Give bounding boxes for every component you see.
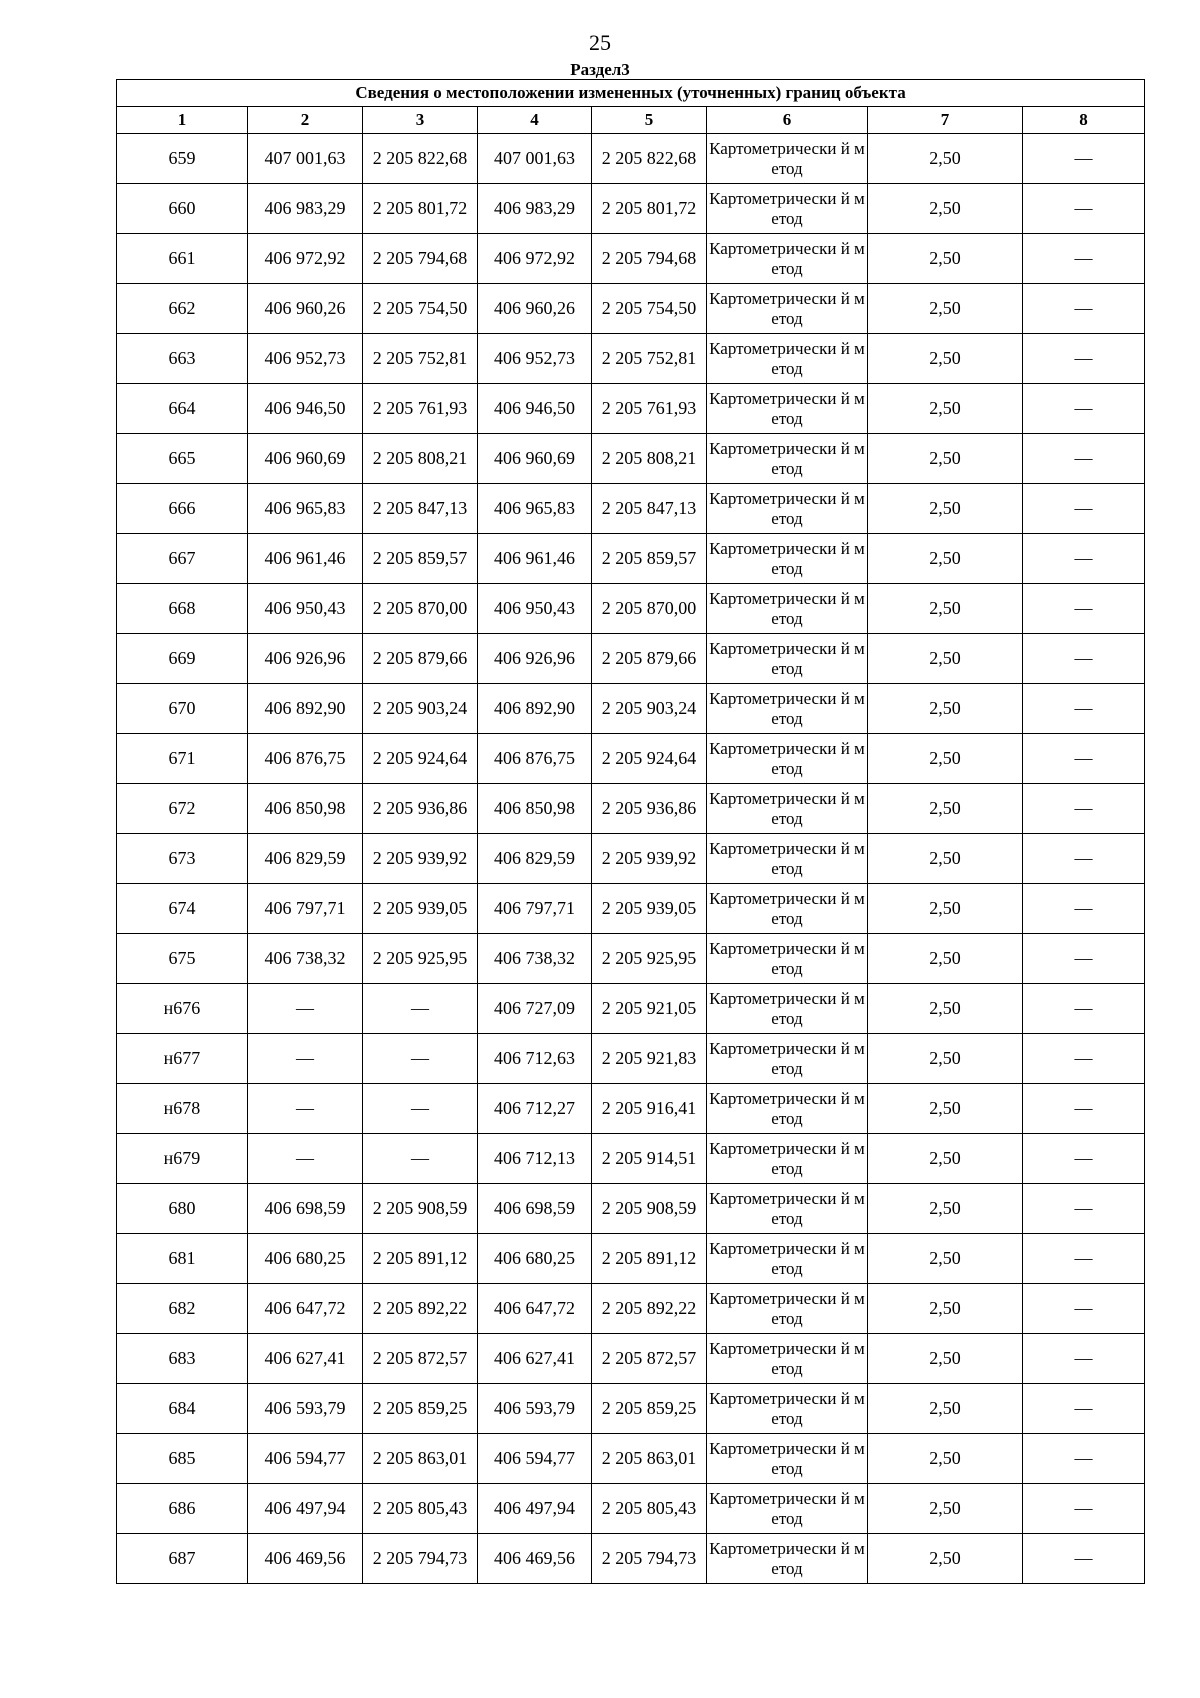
table-row (117, 584, 1145, 634)
new-y-cell: 2 205 921,83 (592, 1034, 707, 1084)
point-number-cell: 667 (117, 534, 248, 584)
accuracy-cell: 2,50 (868, 434, 1023, 484)
old-x-cell: — (248, 1084, 363, 1134)
new-x-cell: 406 972,92 (478, 234, 592, 284)
table-row (117, 734, 1145, 784)
description-cell: — (1023, 1034, 1145, 1084)
new-y-cell: 2 205 822,68 (592, 134, 707, 184)
point-number-cell: 681 (117, 1234, 248, 1284)
accuracy-cell: 2,50 (868, 1034, 1023, 1084)
column-header: 3 (363, 107, 478, 134)
old-y-cell: 2 205 891,12 (363, 1234, 478, 1284)
table-body (117, 134, 1145, 1584)
accuracy-cell: 2,50 (868, 584, 1023, 634)
new-y-cell: 2 205 939,05 (592, 884, 707, 934)
description-cell: — (1023, 434, 1145, 484)
new-x-cell: 406 680,25 (478, 1234, 592, 1284)
new-y-cell: 2 205 908,59 (592, 1184, 707, 1234)
old-x-cell: 406 850,98 (248, 784, 363, 834)
new-y-cell: 2 205 936,86 (592, 784, 707, 834)
description-cell: — (1023, 484, 1145, 534)
new-x-cell: 406 469,56 (478, 1534, 592, 1584)
accuracy-cell: 2,50 (868, 1084, 1023, 1134)
point-number-cell: 663 (117, 334, 248, 384)
table-row (117, 534, 1145, 584)
table-row (117, 1284, 1145, 1334)
point-number-cell: 665 (117, 434, 248, 484)
point-number-cell: 660 (117, 184, 248, 234)
new-x-cell: 406 850,98 (478, 784, 592, 834)
method-cell: Картометрически й метод (707, 1134, 868, 1184)
point-number-cell: н679 (117, 1134, 248, 1184)
new-y-cell: 2 205 916,41 (592, 1084, 707, 1134)
column-header: 1 (117, 107, 248, 134)
old-x-cell: 406 738,32 (248, 934, 363, 984)
description-cell: — (1023, 184, 1145, 234)
column-header: 6 (707, 107, 868, 134)
column-header: 5 (592, 107, 707, 134)
table-row (117, 484, 1145, 534)
new-y-cell: 2 205 925,95 (592, 934, 707, 984)
old-x-cell: 406 983,29 (248, 184, 363, 234)
old-y-cell: 2 205 822,68 (363, 134, 478, 184)
accuracy-cell: 2,50 (868, 634, 1023, 684)
new-x-cell: 406 829,59 (478, 834, 592, 884)
old-y-cell: 2 205 847,13 (363, 484, 478, 534)
new-x-cell: 406 727,09 (478, 984, 592, 1034)
old-y-cell: 2 205 939,05 (363, 884, 478, 934)
new-x-cell: 406 950,43 (478, 584, 592, 634)
old-x-cell: 406 926,96 (248, 634, 363, 684)
new-x-cell: 406 627,41 (478, 1334, 592, 1384)
point-number-cell: 684 (117, 1384, 248, 1434)
method-cell: Картометрически й метод (707, 1384, 868, 1434)
method-cell: Картометрически й метод (707, 834, 868, 884)
method-cell: Картометрически й метод (707, 184, 868, 234)
point-number-cell: 670 (117, 684, 248, 734)
method-cell: Картометрически й метод (707, 284, 868, 334)
old-x-cell: — (248, 1134, 363, 1184)
column-header-row (117, 107, 1145, 134)
point-number-cell: 672 (117, 784, 248, 834)
description-cell: — (1023, 734, 1145, 784)
point-number-cell: 661 (117, 234, 248, 284)
old-x-cell: 406 876,75 (248, 734, 363, 784)
point-number-cell: 683 (117, 1334, 248, 1384)
old-x-cell: 406 952,73 (248, 334, 363, 384)
accuracy-cell: 2,50 (868, 534, 1023, 584)
old-x-cell: 406 497,94 (248, 1484, 363, 1534)
old-x-cell: 406 593,79 (248, 1384, 363, 1434)
method-cell: Картометрически й метод (707, 584, 868, 634)
method-cell: Картометрически й метод (707, 1534, 868, 1584)
new-y-cell: 2 205 794,73 (592, 1534, 707, 1584)
method-cell: Картометрически й метод (707, 134, 868, 184)
new-x-cell: 406 926,96 (478, 634, 592, 684)
table-row (117, 784, 1145, 834)
old-x-cell: 406 680,25 (248, 1234, 363, 1284)
method-cell: Картометрически й метод (707, 1334, 868, 1384)
new-x-cell: 406 712,27 (478, 1084, 592, 1134)
point-number-cell: н678 (117, 1084, 248, 1134)
old-y-cell: 2 205 870,00 (363, 584, 478, 634)
new-y-cell: 2 205 879,66 (592, 634, 707, 684)
old-y-cell: 2 205 863,01 (363, 1434, 478, 1484)
old-y-cell: 2 205 801,72 (363, 184, 478, 234)
new-y-cell: 2 205 805,43 (592, 1484, 707, 1534)
table-row (117, 334, 1145, 384)
old-y-cell: 2 205 859,25 (363, 1384, 478, 1434)
table-caption: Сведения о местоположении измененных (уточненных) границ объекта (117, 80, 1145, 107)
table-row (117, 684, 1145, 734)
point-number-cell: 669 (117, 634, 248, 684)
description-cell: — (1023, 234, 1145, 284)
table-row (117, 1234, 1145, 1284)
point-number-cell: 668 (117, 584, 248, 634)
description-cell: — (1023, 134, 1145, 184)
new-y-cell: 2 205 859,57 (592, 534, 707, 584)
old-x-cell: 406 469,56 (248, 1534, 363, 1584)
accuracy-cell: 2,50 (868, 934, 1023, 984)
old-x-cell: 406 594,77 (248, 1434, 363, 1484)
new-x-cell: 406 952,73 (478, 334, 592, 384)
description-cell: — (1023, 784, 1145, 834)
old-y-cell: — (363, 984, 478, 1034)
point-number-cell: 666 (117, 484, 248, 534)
accuracy-cell: 2,50 (868, 1384, 1023, 1434)
accuracy-cell: 2,50 (868, 884, 1023, 934)
old-x-cell: 406 829,59 (248, 834, 363, 884)
point-number-cell: 675 (117, 934, 248, 984)
new-x-cell: 406 965,83 (478, 484, 592, 534)
point-number-cell: 686 (117, 1484, 248, 1534)
old-y-cell: 2 205 761,93 (363, 384, 478, 434)
description-cell: — (1023, 584, 1145, 634)
point-number-cell: 673 (117, 834, 248, 884)
new-y-cell: 2 205 801,72 (592, 184, 707, 234)
table-row (117, 184, 1145, 234)
point-number-cell: 685 (117, 1434, 248, 1484)
method-cell: Картометрически й метод (707, 684, 868, 734)
old-x-cell: 406 950,43 (248, 584, 363, 634)
table-row (117, 884, 1145, 934)
table-row (117, 384, 1145, 434)
method-cell: Картометрически й метод (707, 784, 868, 834)
new-x-cell: 406 712,63 (478, 1034, 592, 1084)
method-cell: Картометрически й метод (707, 334, 868, 384)
description-cell: — (1023, 1134, 1145, 1184)
description-cell: — (1023, 1384, 1145, 1434)
accuracy-cell: 2,50 (868, 1234, 1023, 1284)
new-y-cell: 2 205 761,93 (592, 384, 707, 434)
new-y-cell: 2 205 924,64 (592, 734, 707, 784)
new-x-cell: 406 892,90 (478, 684, 592, 734)
old-x-cell: 406 965,83 (248, 484, 363, 534)
description-cell: — (1023, 284, 1145, 334)
old-y-cell: 2 205 879,66 (363, 634, 478, 684)
old-y-cell: — (363, 1084, 478, 1134)
accuracy-cell: 2,50 (868, 234, 1023, 284)
method-cell: Картометрически й метод (707, 234, 868, 284)
new-x-cell: 406 946,50 (478, 384, 592, 434)
point-number-cell: 664 (117, 384, 248, 434)
description-cell: — (1023, 884, 1145, 934)
point-number-cell: 662 (117, 284, 248, 334)
description-cell: — (1023, 1434, 1145, 1484)
old-y-cell: 2 205 924,64 (363, 734, 478, 784)
point-number-cell: 680 (117, 1184, 248, 1234)
method-cell: Картометрически й метод (707, 934, 868, 984)
point-number-cell: 687 (117, 1534, 248, 1584)
method-cell: Картометрически й метод (707, 1084, 868, 1134)
old-y-cell: — (363, 1134, 478, 1184)
old-y-cell: 2 205 805,43 (363, 1484, 478, 1534)
description-cell: — (1023, 834, 1145, 884)
description-cell: — (1023, 1334, 1145, 1384)
method-cell: Картометрически й метод (707, 634, 868, 684)
old-x-cell: 406 647,72 (248, 1284, 363, 1334)
new-x-cell: 406 647,72 (478, 1284, 592, 1334)
old-x-cell: 406 960,69 (248, 434, 363, 484)
table-row (117, 634, 1145, 684)
method-cell: Картометрически й метод (707, 534, 868, 584)
description-cell: — (1023, 1084, 1145, 1134)
method-cell: Картометрически й метод (707, 984, 868, 1034)
new-x-cell: 407 001,63 (478, 134, 592, 184)
accuracy-cell: 2,50 (868, 1484, 1023, 1534)
method-cell: Картометрически й метод (707, 434, 868, 484)
table-row (117, 1334, 1145, 1384)
description-cell: — (1023, 1234, 1145, 1284)
accuracy-cell: 2,50 (868, 184, 1023, 234)
method-cell: Картометрически й метод (707, 1284, 868, 1334)
new-y-cell: 2 205 808,21 (592, 434, 707, 484)
table-row (117, 234, 1145, 284)
new-x-cell: 406 983,29 (478, 184, 592, 234)
old-y-cell: 2 205 936,86 (363, 784, 478, 834)
new-x-cell: 406 712,13 (478, 1134, 592, 1184)
point-number-cell: н676 (117, 984, 248, 1034)
description-cell: — (1023, 684, 1145, 734)
accuracy-cell: 2,50 (868, 334, 1023, 384)
table-row (117, 1484, 1145, 1534)
new-x-cell: 406 698,59 (478, 1184, 592, 1234)
accuracy-cell: 2,50 (868, 384, 1023, 434)
table-row (117, 1084, 1145, 1134)
old-x-cell: 406 946,50 (248, 384, 363, 434)
old-y-cell: 2 205 808,21 (363, 434, 478, 484)
new-x-cell: 406 960,69 (478, 434, 592, 484)
accuracy-cell: 2,50 (868, 984, 1023, 1034)
table-row (117, 984, 1145, 1034)
accuracy-cell: 2,50 (868, 1534, 1023, 1584)
new-y-cell: 2 205 892,22 (592, 1284, 707, 1334)
column-header: 7 (868, 107, 1023, 134)
new-y-cell: 2 205 794,68 (592, 234, 707, 284)
table-row (117, 1384, 1145, 1434)
new-x-cell: 406 497,94 (478, 1484, 592, 1534)
new-y-cell: 2 205 914,51 (592, 1134, 707, 1184)
old-x-cell: 406 961,46 (248, 534, 363, 584)
table-row (117, 1434, 1145, 1484)
old-y-cell: 2 205 752,81 (363, 334, 478, 384)
accuracy-cell: 2,50 (868, 484, 1023, 534)
accuracy-cell: 2,50 (868, 734, 1023, 784)
point-number-cell: н677 (117, 1034, 248, 1084)
description-cell: — (1023, 334, 1145, 384)
table-row (117, 834, 1145, 884)
accuracy-cell: 2,50 (868, 684, 1023, 734)
description-cell: — (1023, 1184, 1145, 1234)
table-row (117, 284, 1145, 334)
method-cell: Картометрически й метод (707, 384, 868, 434)
new-x-cell: 406 594,77 (478, 1434, 592, 1484)
accuracy-cell: 2,50 (868, 784, 1023, 834)
old-y-cell: 2 205 939,92 (363, 834, 478, 884)
new-y-cell: 2 205 870,00 (592, 584, 707, 634)
method-cell: Картометрически й метод (707, 734, 868, 784)
method-cell: Картометрически й метод (707, 1034, 868, 1084)
new-y-cell: 2 205 921,05 (592, 984, 707, 1034)
new-x-cell: 406 738,32 (478, 934, 592, 984)
table-row (117, 1134, 1145, 1184)
accuracy-cell: 2,50 (868, 1284, 1023, 1334)
description-cell: — (1023, 634, 1145, 684)
accuracy-cell: 2,50 (868, 1434, 1023, 1484)
table-row (117, 1534, 1145, 1584)
method-cell: Картометрически й метод (707, 1234, 868, 1284)
new-y-cell: 2 205 903,24 (592, 684, 707, 734)
page-number: 25 (589, 30, 611, 55)
new-x-cell: 406 960,26 (478, 284, 592, 334)
column-header: 8 (1023, 107, 1145, 134)
new-y-cell: 2 205 872,57 (592, 1334, 707, 1384)
new-y-cell: 2 205 754,50 (592, 284, 707, 334)
table-row (117, 1184, 1145, 1234)
new-x-cell: 406 593,79 (478, 1384, 592, 1434)
description-cell: — (1023, 1484, 1145, 1534)
old-x-cell: 406 627,41 (248, 1334, 363, 1384)
accuracy-cell: 2,50 (868, 834, 1023, 884)
new-x-cell: 406 961,46 (478, 534, 592, 584)
old-y-cell: 2 205 872,57 (363, 1334, 478, 1384)
table-row (117, 434, 1145, 484)
method-cell: Картометрически й метод (707, 484, 868, 534)
description-cell: — (1023, 384, 1145, 434)
section-title: Раздел3 (570, 60, 630, 79)
old-y-cell: 2 205 794,73 (363, 1534, 478, 1584)
old-y-cell: 2 205 859,57 (363, 534, 478, 584)
column-header: 4 (478, 107, 592, 134)
point-number-cell: 671 (117, 734, 248, 784)
new-x-cell: 406 797,71 (478, 884, 592, 934)
old-y-cell: 2 205 794,68 (363, 234, 478, 284)
old-x-cell: — (248, 984, 363, 1034)
column-header: 2 (248, 107, 363, 134)
new-y-cell: 2 205 859,25 (592, 1384, 707, 1434)
old-y-cell: 2 205 908,59 (363, 1184, 478, 1234)
accuracy-cell: 2,50 (868, 1184, 1023, 1234)
accuracy-cell: 2,50 (868, 1334, 1023, 1384)
old-x-cell: 407 001,63 (248, 134, 363, 184)
accuracy-cell: 2,50 (868, 284, 1023, 334)
coordinates-table (116, 79, 1145, 1584)
old-x-cell: 406 972,92 (248, 234, 363, 284)
new-y-cell: 2 205 863,01 (592, 1434, 707, 1484)
old-y-cell: 2 205 892,22 (363, 1284, 478, 1334)
description-cell: — (1023, 1534, 1145, 1584)
description-cell: — (1023, 984, 1145, 1034)
accuracy-cell: 2,50 (868, 1134, 1023, 1184)
table-row (117, 134, 1145, 184)
old-y-cell: 2 205 754,50 (363, 284, 478, 334)
old-x-cell: 406 698,59 (248, 1184, 363, 1234)
description-cell: — (1023, 1284, 1145, 1334)
old-x-cell: 406 797,71 (248, 884, 363, 934)
new-x-cell: 406 876,75 (478, 734, 592, 784)
table-row (117, 934, 1145, 984)
old-y-cell: 2 205 925,95 (363, 934, 478, 984)
old-y-cell: — (363, 1034, 478, 1084)
table-row (117, 1034, 1145, 1084)
method-cell: Картометрически й метод (707, 1434, 868, 1484)
point-number-cell: 659 (117, 134, 248, 184)
old-x-cell: 406 960,26 (248, 284, 363, 334)
old-x-cell: — (248, 1034, 363, 1084)
method-cell: Картометрически й метод (707, 1484, 868, 1534)
old-x-cell: 406 892,90 (248, 684, 363, 734)
new-y-cell: 2 205 752,81 (592, 334, 707, 384)
new-y-cell: 2 205 847,13 (592, 484, 707, 534)
new-y-cell: 2 205 939,92 (592, 834, 707, 884)
description-cell: — (1023, 934, 1145, 984)
description-cell: — (1023, 534, 1145, 584)
old-y-cell: 2 205 903,24 (363, 684, 478, 734)
method-cell: Картометрически й метод (707, 1184, 868, 1234)
point-number-cell: 674 (117, 884, 248, 934)
point-number-cell: 682 (117, 1284, 248, 1334)
accuracy-cell: 2,50 (868, 134, 1023, 184)
new-y-cell: 2 205 891,12 (592, 1234, 707, 1284)
method-cell: Картометрически й метод (707, 884, 868, 934)
